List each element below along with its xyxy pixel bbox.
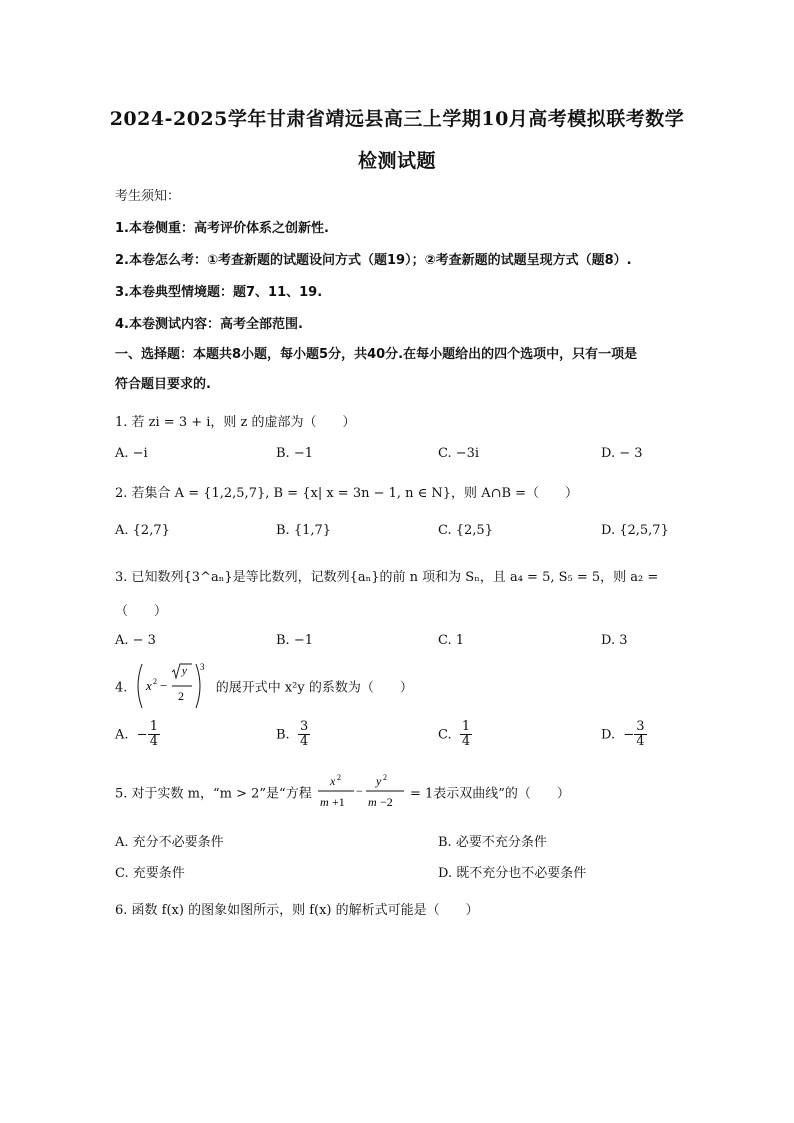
svg-text:−2: −2	[379, 795, 393, 809]
question-4-option-c-denominator: 4	[461, 734, 471, 750]
question-4-option-a-denominator: 4	[149, 734, 158, 750]
binomial-formula-graphic	[132, 660, 212, 712]
svg-text:+1: +1	[331, 795, 345, 809]
question-2-option-b: B. {1,7}	[276, 523, 332, 538]
question-6-stem: 6. 函数 f(x) 的图象如图所示，则 f(x) 的解析式可能是（ ）	[115, 903, 479, 918]
question-1-stem: 1. 若 zi = 3 + i，则 z 的虚部为（ ）	[115, 415, 356, 430]
svg-text:m: m	[319, 795, 329, 809]
question-4-option-b-label: B.	[276, 727, 290, 743]
notice-heading: 考生须知：	[115, 189, 181, 204]
svg-text:y: y	[375, 774, 382, 788]
question-4-stem-text: 的展开式中 x²y 的系数为（ ）	[215, 680, 413, 696]
svg-text:m: m	[367, 795, 377, 809]
question-3-option-c: C. 1	[438, 633, 465, 648]
question-1-option-d: D. − 3	[601, 446, 643, 461]
question-4-number: 4.	[115, 680, 128, 696]
section-heading-line1: 一、选择题：本题共8小题，每小题5分，共40分.在每小题给出的四个选项中，只有一项是	[115, 347, 638, 362]
question-5-option-a: A. 充分不必要条件	[115, 835, 224, 850]
question-3-stem-continued: （ ）	[115, 604, 168, 619]
question-5-stem	[115, 770, 570, 818]
svg-text:2: 2	[152, 677, 157, 686]
question-1-option-c: C. −3i	[438, 446, 480, 461]
question-4-option-c-numerator: 1	[461, 719, 471, 734]
question-4-option-d-denominator: 4	[636, 734, 645, 750]
question-4-option-d-numerator: 3	[636, 719, 645, 734]
question-4-option-d-sign: −	[623, 727, 635, 743]
question-4-option-a-numerator: 1	[149, 719, 158, 734]
question-5-option-d: D. 既不充分也不必要条件	[438, 866, 587, 881]
question-4-stem	[115, 660, 413, 716]
question-4-option-c-label: C.	[438, 727, 452, 743]
question-2-stem: 2. 若集合 A = {1,2,5,7}, B = {x| x = 3n − 1, n ∈ N}，则 A∩B =（ ）	[115, 486, 579, 501]
question-2-option-c: C. {2,5}	[438, 523, 493, 538]
notice-item-1: 1.本卷侧重：高考评价体系之创新性.	[115, 221, 329, 236]
svg-text:−: −	[159, 678, 167, 693]
svg-text:2: 2	[382, 773, 387, 782]
question-3-option-d: D. 3	[601, 633, 628, 648]
notice-item-4: 4.本卷测试内容：高考全部范围.	[115, 317, 303, 332]
question-1-option-b: B. −1	[276, 446, 313, 461]
question-4-option-d	[601, 720, 647, 750]
svg-text:−: −	[355, 784, 363, 798]
question-3-stem: 3. 已知数列{3^aₙ}是等比数列，记数列{aₙ}的前 n 项和为 Sₙ，且 a₄ = 5, S₅ = 5，则 a₂ =	[115, 570, 659, 585]
question-5-hyperbola-equation	[316, 770, 406, 818]
notice-item-2: 2.本卷怎么考：①考查新题的试题设问方式（题19）；②考查新题的试题呈现方式（题8）.	[115, 253, 632, 268]
section-heading-line2: 符合题目要求的.	[115, 377, 211, 392]
svg-text:x: x	[145, 678, 152, 693]
question-5-stem-suffix: = 1表示双曲线”的（ ）	[409, 786, 570, 802]
svg-text:2: 2	[177, 689, 184, 703]
exam-title-line1: 2024-2025学年甘肃省靖远县高三上学期10月高考模拟联考数学	[109, 108, 685, 130]
question-4-option-c	[438, 720, 472, 750]
question-2-option-a: A. {2,7}	[115, 523, 170, 538]
svg-text:x: x	[329, 774, 336, 788]
hyperbola-formula-graphic	[316, 770, 406, 814]
question-4-option-b-denominator: 4	[299, 734, 309, 750]
question-4-binomial-expression	[132, 660, 212, 716]
svg-text:3: 3	[199, 662, 205, 672]
question-3-option-b: B. −1	[276, 633, 313, 648]
question-1-option-a: A. −i	[115, 446, 148, 461]
notice-item-3: 3.本卷典型情境题：题7、11、19.	[115, 285, 323, 300]
question-5-option-c: C. 充要条件	[115, 866, 185, 881]
question-5-stem-prefix: 5. 对于实数 m，“m > 2”是“方程	[115, 786, 312, 802]
question-4-option-d-label: D.	[601, 727, 616, 743]
question-3-option-a: A. − 3	[115, 633, 156, 648]
question-5-option-b: B. 必要不充分条件	[438, 835, 547, 850]
exam-title-line2: 检测试题	[357, 150, 436, 172]
question-4-option-a-sign: −	[136, 727, 148, 743]
question-4-option-a-label: A.	[115, 727, 129, 743]
question-4-option-b-numerator: 3	[299, 719, 309, 734]
svg-text:2: 2	[336, 773, 341, 782]
question-2-option-d: D. {2,5,7}	[601, 523, 669, 538]
question-4-option-a	[115, 720, 160, 750]
svg-text:y: y	[181, 665, 187, 677]
question-4-option-b	[276, 720, 310, 750]
